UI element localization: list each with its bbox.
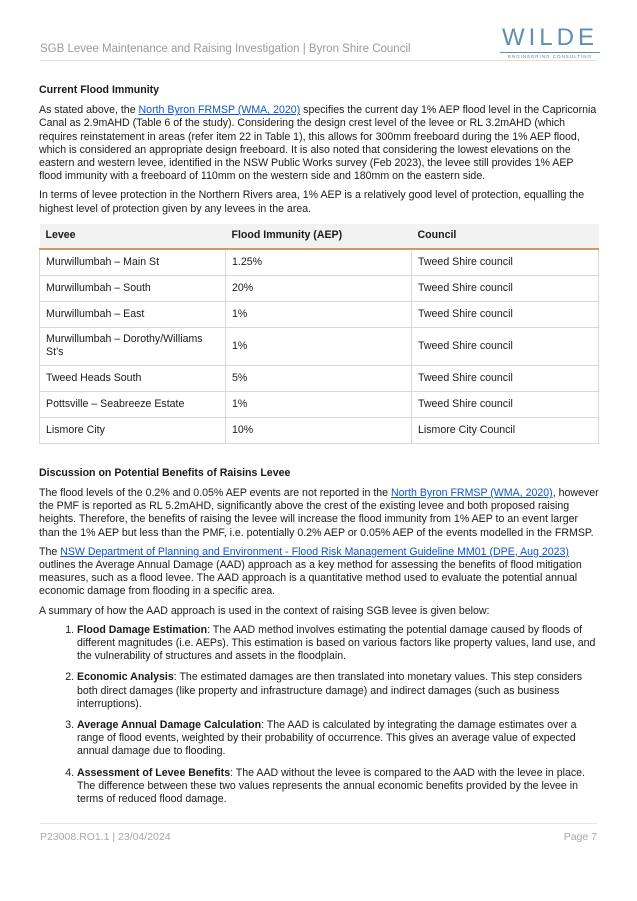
paragraph-levee-protection: In terms of levee protection in the Northern Rivers area, 1% AEP is a relatively good level of protection, equalling the highest level of protection given by any levees in the area. — [39, 189, 585, 215]
levee-immunity-table — [39, 224, 599, 444]
step-title: Economic Analysis — [77, 671, 174, 684]
link-north-byron-frmsp[interactable]: North Byron FRMSP (WMA, 2020) — [138, 104, 301, 117]
section-heading-potential-benefits: Discussion on Potential Benefits of Raisins Levee — [39, 466, 291, 479]
cell-levee: Pottsville – Seabreeze Estate — [40, 391, 226, 417]
cell-immunity: 1% — [226, 391, 412, 417]
logo-subtitle: ENGINEERING CONSULTING — [500, 52, 600, 59]
cell-council: Tweed Shire council — [412, 391, 599, 417]
cell-immunity: 1% — [226, 301, 412, 327]
footer-divider — [40, 823, 597, 824]
header-divider — [40, 60, 597, 61]
cell-council: Tweed Shire council — [412, 365, 599, 391]
section-heading-flood-immunity: Current Flood Immunity — [39, 84, 160, 96]
wilde-logo — [500, 26, 600, 59]
cell-council: Tweed Shire council — [412, 327, 599, 365]
table-header-row — [40, 224, 599, 249]
cell-levee: Murwillumbah – Dorothy/Williams St’s — [40, 327, 226, 365]
column-header-flood-immunity: Flood Immunity (AEP) — [226, 224, 412, 249]
step-title: Average Annual Damage Calculation — [77, 719, 262, 732]
step-text: : The AAD is calculated by integrating the damage estimates over a range of flood events, weighted by their probability of occurrence. This gives an average value of expected annual damage due to flooding. — [77, 719, 577, 758]
table-row — [40, 365, 599, 391]
section-potential-benefits — [39, 467, 599, 806]
link-north-byron-frmsp-2[interactable]: North Byron FRMSP (WMA, 2020) — [390, 487, 553, 500]
cell-levee: Murwillumbah – South — [40, 275, 226, 301]
paragraph-flood-levels: The flood levels of the 0.2% and 0.05% AEP events are not reported in the North Byron FRMSP (WMA, 2020), however the PMF is reported as RL 5.2mAHD, significantly above the crest of the existing levee and both proposed raising heights. Therefore, the benefits of raising the levee will increase the flood immunity from 1% AEP to an event larger than the 1% AEP but less than the PMF, i.e. potentially 0.2% AEP or 0.05% AEP of the events modelled in the FRMSP. — [39, 487, 599, 539]
page-content — [39, 84, 599, 814]
aad-steps-list — [39, 624, 599, 806]
footer-document-ref: P23008.RO1.1 | 23/04/2024 — [40, 831, 171, 843]
column-header-levee: Levee — [40, 224, 226, 249]
table-row — [40, 417, 599, 443]
document-header-title: SGB Levee Maintenance and Raising Investigation | Byron Shire Council — [40, 43, 411, 55]
paragraph-aad-approach: The NSW Department of Planning and Environment - Flood Risk Management Guideline MM01 (DPE, Aug 2023) outlines the Average Annual Damage (AAD) approach as a key method for assessing the benefits of flood mitigation measures, such as a flood levee. The AAD approach is a quantitative method used to evaluate the potential annual economic damage from flooding in a specific area. — [39, 545, 582, 598]
step-text: : The AAD method involves estimating the potential damage caused by floods of different magnitudes (i.e. AEPs). This estimation is based on various factors like property values, land use, and the vulnerability of structures and assets in the floodplain. — [77, 623, 596, 663]
table-row — [40, 275, 599, 301]
cell-levee: Murwillumbah – Main St — [40, 249, 226, 276]
list-item — [77, 767, 599, 807]
link-nsw-dpe-guideline[interactable]: NSW Department of Planning and Environment - Flood Risk Management Guideline MM01 (DPE, Aug 2023) — [60, 545, 569, 558]
list-item — [77, 719, 599, 759]
footer-page-number: Page 7 — [563, 831, 597, 843]
column-header-council: Council — [412, 224, 599, 249]
paragraph-flood-immunity: As stated above, the North Byron FRMSP (WMA, 2020) specifies the current day 1% AEP flood level in the Capricornia Canal as 2.9mAHD (Table 6 of the study). Considering the design crest level of the levee or RL 3.2mAHD (which requires reinstatement in areas (refer item 22 in Table 1), this allows for 300mm freeboard during the 1% AEP flood, which is considered an appropriate design freeboard. It is also noted that considering the lowest elevations on the eastern and western levee, identified in the NSW Public Works survey (Feb 2023), the levee still provides 1% AEP flood immunity with a freeboard of 110mm on the western side and 180mm on the eastern side. — [39, 104, 597, 183]
logo-wordmark: WILDE — [501, 24, 598, 51]
step-text: : The AAD without the levee is compared to the AAD with the levee in place. The difference between these two values represents the annual economic benefits provided by the levee in terms of reduced flood damage. — [77, 766, 585, 806]
table-row — [40, 391, 599, 417]
step-title: Assessment of Levee Benefits — [77, 766, 231, 779]
cell-council: Tweed Shire council — [412, 249, 599, 276]
list-item — [77, 671, 599, 711]
cell-levee: Lismore City — [40, 417, 226, 443]
paragraph-aad-summary-intro: A summary of how the AAD approach is used in the context of raising SGB levee is given below: — [39, 604, 490, 617]
step-title: Flood Damage Estimation — [77, 623, 208, 636]
cell-immunity: 20% — [226, 275, 412, 301]
cell-immunity: 10% — [226, 417, 412, 443]
cell-levee: Tweed Heads South — [40, 365, 226, 391]
step-text: : The estimated damages are then translated into monetary values. This step considers both direct damages (like property and infrastructure damage) and indirect damages (such as business interruptions). — [77, 671, 583, 710]
cell-levee: Murwillumbah – East — [40, 301, 226, 327]
cell-immunity: 1.25% — [226, 249, 412, 276]
cell-council: Tweed Shire council — [412, 275, 599, 301]
cell-immunity: 5% — [226, 365, 412, 391]
table-row — [40, 327, 599, 365]
table-row — [40, 249, 599, 276]
cell-council: Lismore City Council — [412, 417, 599, 443]
list-item — [77, 624, 599, 664]
table-row — [40, 301, 599, 327]
cell-immunity: 1% — [226, 327, 412, 365]
cell-council: Tweed Shire council — [412, 301, 599, 327]
